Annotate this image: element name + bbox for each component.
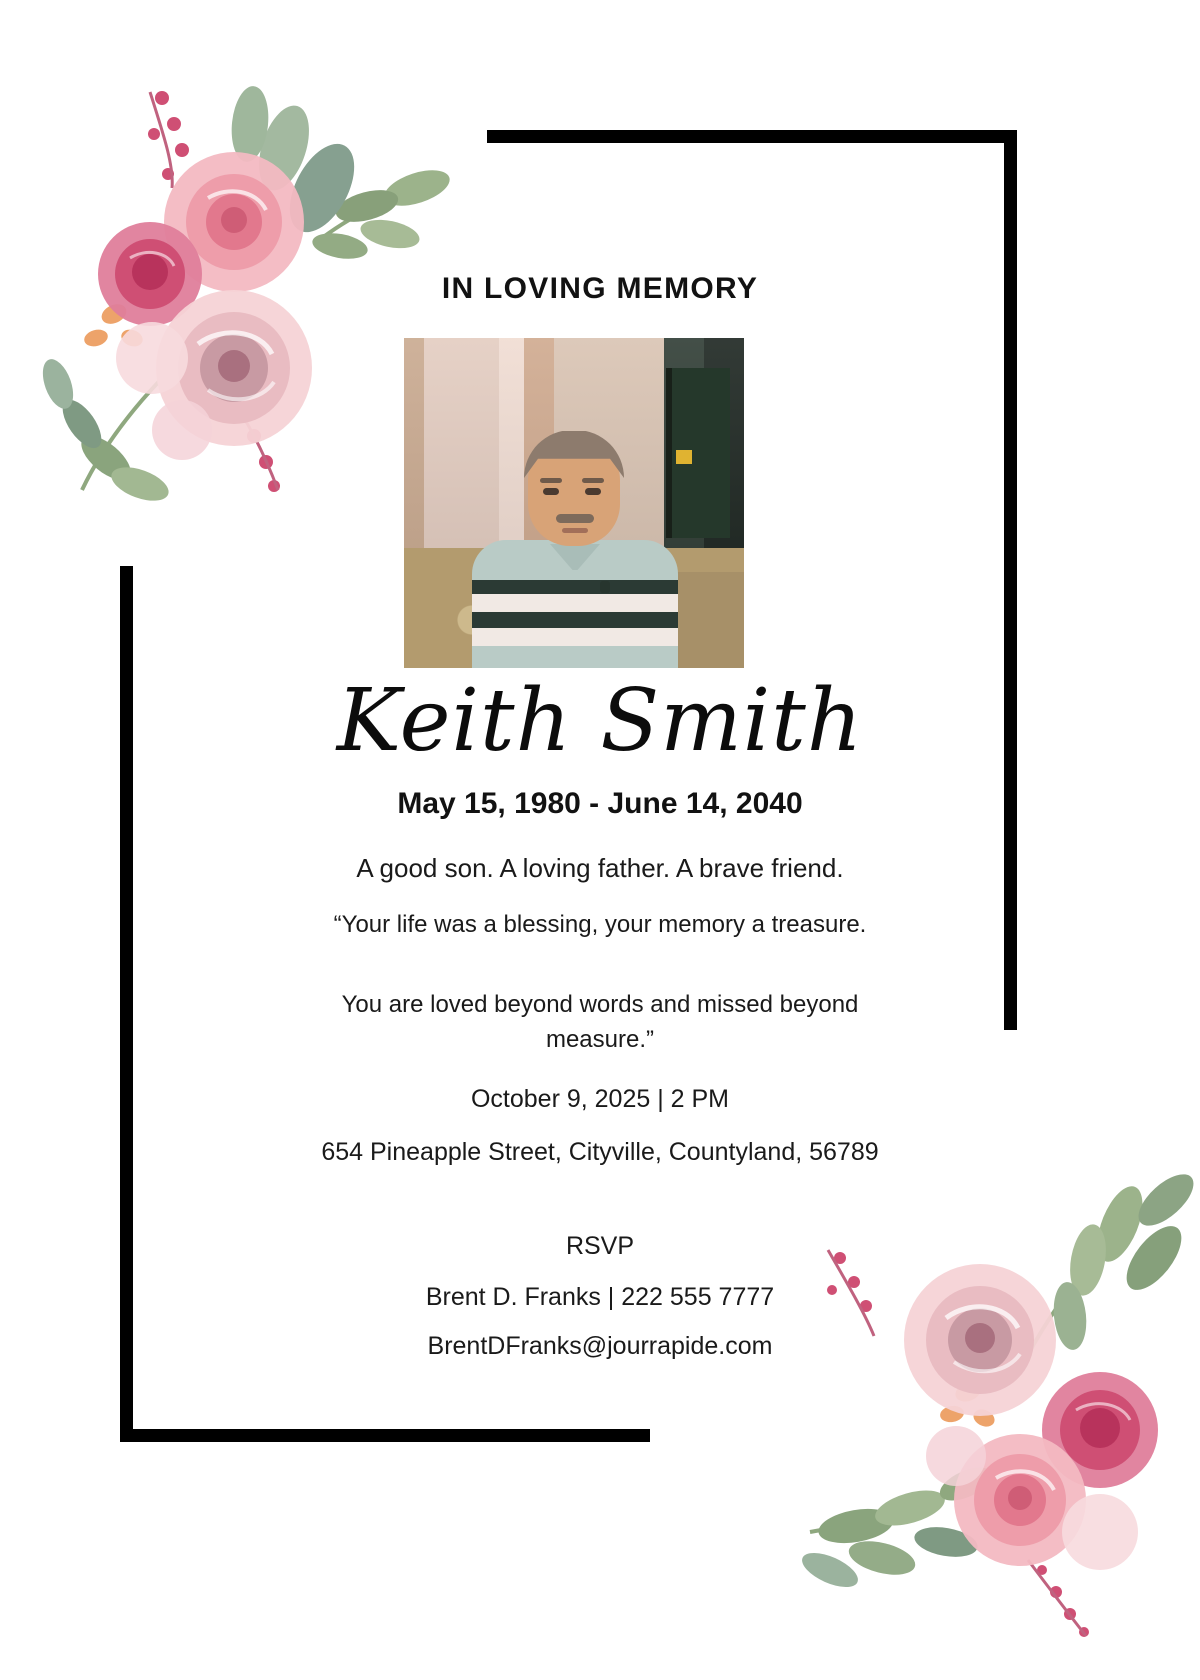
tribute-line: A good son. A loving father. A brave friend. <box>356 853 844 883</box>
in-loving-memory-heading: IN LOVING MEMORY <box>441 272 759 305</box>
rsvp-email[interactable]: BrentDFranks@jourrapide.com <box>427 1332 773 1360</box>
portrait-eye <box>585 488 601 495</box>
portrait-photo <box>404 338 744 668</box>
portrait-equipment-light <box>676 450 692 464</box>
portrait-eyebrow <box>582 478 604 483</box>
service-address: 654 Pineapple Street, Cityville, Countyland, 56789 <box>321 1138 879 1166</box>
floral-bottom-right-icon <box>770 1140 1200 1640</box>
portrait-shirt-logo <box>600 581 610 593</box>
portrait-mustache <box>556 514 594 523</box>
portrait-mouth <box>562 528 588 533</box>
portrait-shirt-stripe <box>472 580 678 594</box>
deceased-name: Keith Smith <box>336 671 864 771</box>
portrait-illustration <box>404 338 744 668</box>
portrait-shirt-stripe <box>472 628 678 646</box>
portrait-eye <box>543 488 559 495</box>
portrait-shirt-stripe <box>472 594 678 612</box>
rsvp-label: RSVP <box>565 1232 635 1260</box>
service-datetime: October 9, 2025 | 2 PM <box>470 1085 730 1113</box>
portrait-eyebrow <box>540 478 562 483</box>
rsvp-contact: Brent D. Franks | 222 555 7777 <box>425 1283 775 1311</box>
portrait-shirt-stripe <box>472 612 678 628</box>
life-dates: May 15, 1980 - June 14, 2040 <box>397 787 803 820</box>
memorial-quote-line-1: “Your life was a blessing, your memory a treasure. <box>333 911 867 938</box>
memorial-quote-line-2: You are loved beyond words and missed beyond measure.” <box>341 991 859 1053</box>
